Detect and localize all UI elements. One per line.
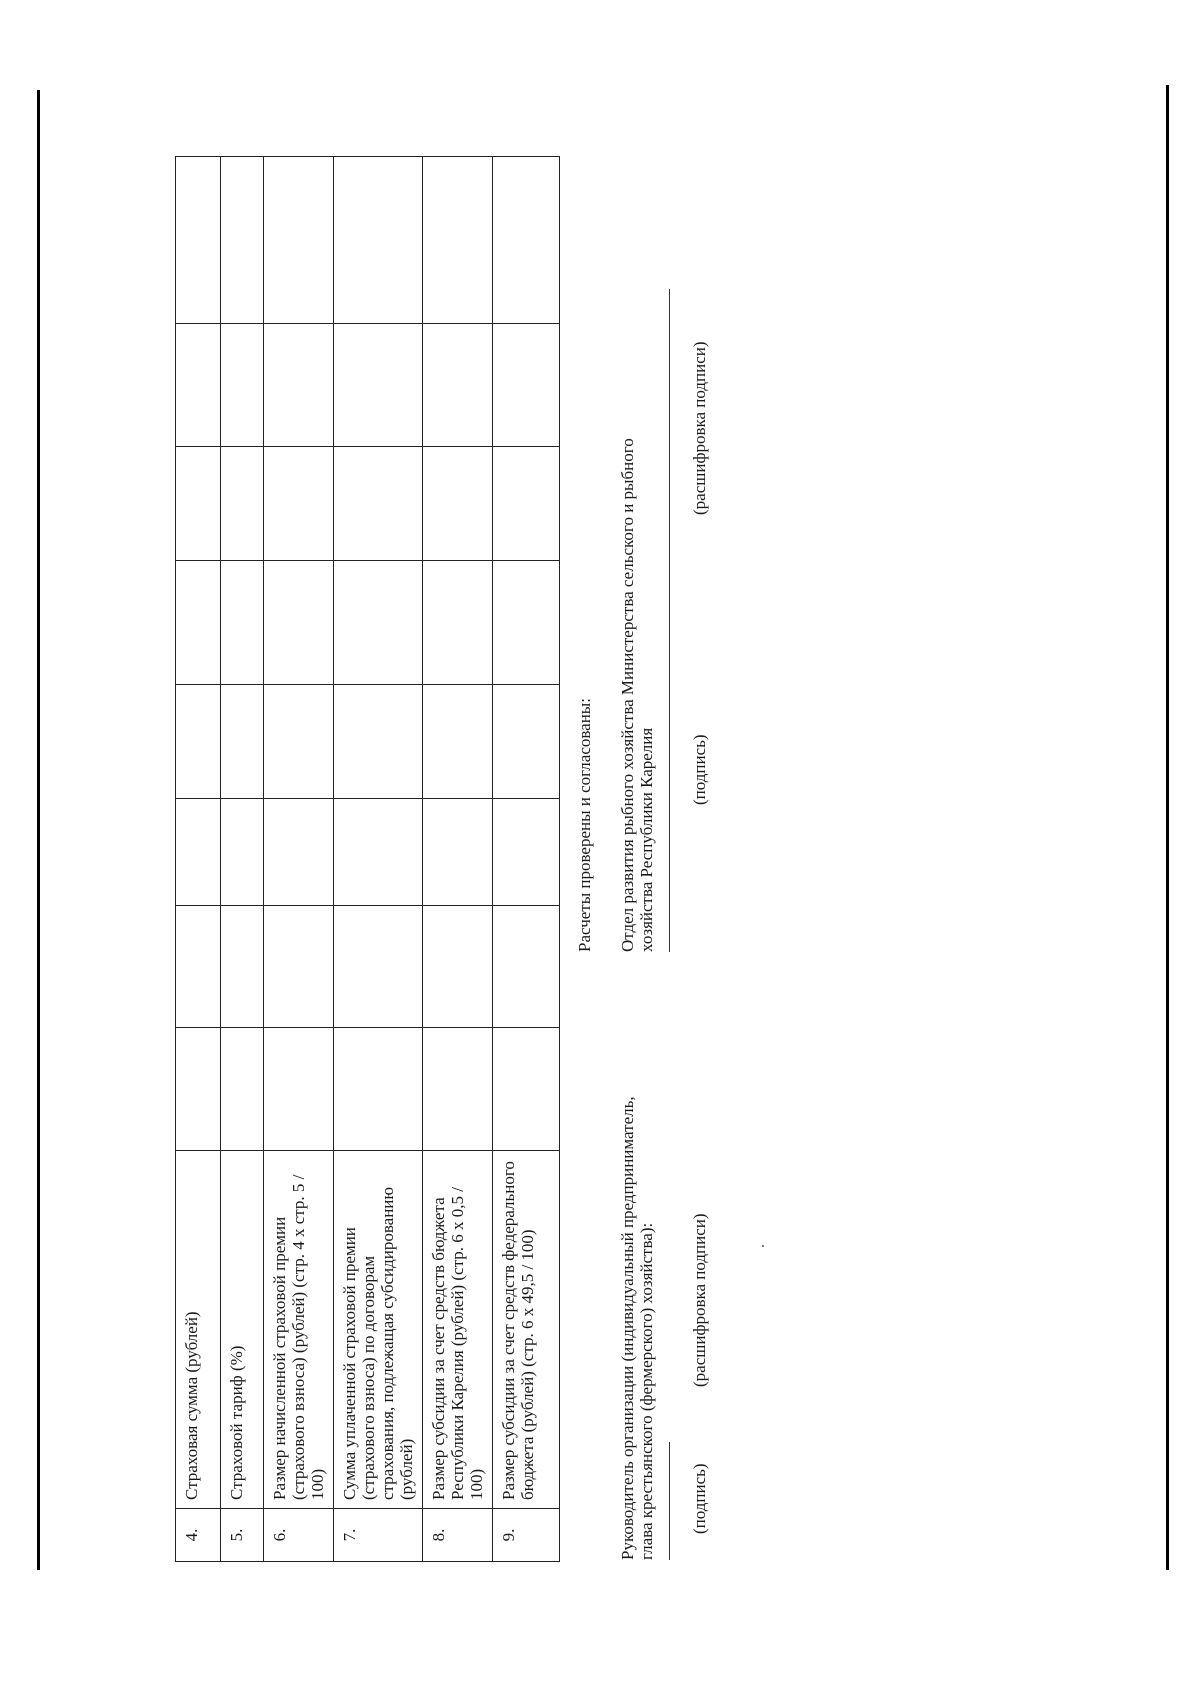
- head-title-line1: Руководитель организации (индивидуальный предприниматель,: [618, 1096, 637, 1560]
- department-decode-caption: (расшифровка подписи): [690, 341, 709, 515]
- table-row: [264, 157, 334, 1562]
- table-cell: [264, 799, 334, 906]
- table-row: [221, 157, 264, 1562]
- department-signature-caption: (подпись): [690, 734, 709, 805]
- table-cell: [176, 906, 221, 1028]
- table-cell: [221, 561, 264, 685]
- row-number: 4.: [176, 1509, 221, 1562]
- scan-speck: [762, 1245, 764, 1247]
- table-cell: [493, 1028, 560, 1151]
- table-cell: [176, 447, 221, 561]
- table-cell: [176, 799, 221, 906]
- department-signature-line: [669, 289, 670, 952]
- checked-title: Расчеты проверены и согласованы:: [575, 698, 594, 952]
- table-cell: [221, 157, 264, 324]
- department-line2: хозяйства Республики Карелия: [637, 727, 656, 952]
- table-cell: [493, 906, 560, 1028]
- table-cell: [423, 799, 493, 906]
- table-cell: [334, 1028, 423, 1151]
- table-row: [334, 157, 423, 1562]
- table-cell: [221, 906, 264, 1028]
- table-cell: [493, 324, 560, 447]
- department-line1: Отдел развития рыбного хозяйства Министерства сельского и рыбного: [618, 438, 637, 952]
- rotated-page: [0, 217, 1200, 1697]
- table-cell: [423, 561, 493, 685]
- table-cell: [334, 157, 423, 324]
- row-number: 7.: [334, 1509, 423, 1562]
- table-row: [493, 157, 560, 1562]
- table-cell: [176, 1028, 221, 1151]
- table-cell: [493, 561, 560, 685]
- table-cell: [334, 685, 423, 799]
- table-cell: [493, 799, 560, 906]
- subsidy-calculation-table: [175, 156, 560, 1562]
- table-cell: [176, 157, 221, 324]
- table-cell: [221, 799, 264, 906]
- row-label: Размер начисленной страховой премии (страхового взноса) (рублей) (стр. 4 х стр. 5 / 100): [264, 1151, 334, 1509]
- row-label: Размер субсидии за счет средств бюджета Республики Карелия (рублей) (стр. 6 х 0,5 / 100): [423, 1151, 493, 1509]
- table-row: [176, 157, 221, 1562]
- table-cell: [423, 906, 493, 1028]
- table-cell: [423, 157, 493, 324]
- table-cell: [176, 324, 221, 447]
- row-label: Страховой тариф (%): [221, 1151, 264, 1509]
- row-number: 9.: [493, 1509, 560, 1562]
- table-cell: [264, 324, 334, 447]
- table-cell: [423, 685, 493, 799]
- head-signature-caption: (подпись): [690, 1463, 709, 1534]
- row-label: Сумма уплаченной страховой премии (страхового взноса) по договорам страхования, подлежащая субсидированию (рублей): [334, 1151, 423, 1509]
- table-cell: [264, 447, 334, 561]
- table-cell: [423, 1028, 493, 1151]
- table-cell: [493, 157, 560, 324]
- table-cell: [221, 685, 264, 799]
- row-number: 6.: [264, 1509, 334, 1562]
- table-cell: [264, 685, 334, 799]
- row-number: 5.: [221, 1509, 264, 1562]
- row-label: Размер субсидии за счет средств федерального бюджета (рублей) (стр. 6 х 49,5 / 100): [493, 1151, 560, 1509]
- table-cell: [334, 906, 423, 1028]
- table-row: [423, 157, 493, 1562]
- row-label: Страховая сумма (рублей): [176, 1151, 221, 1509]
- table-cell: [493, 685, 560, 799]
- table-cell: [334, 447, 423, 561]
- table-cell: [264, 561, 334, 685]
- table-cell: [221, 447, 264, 561]
- table-cell: [423, 447, 493, 561]
- head-decode-caption: (расшифровка подписи): [690, 1213, 709, 1387]
- head-signature-line: [669, 1442, 670, 1560]
- table-cell: [264, 157, 334, 324]
- table-cell: [423, 324, 493, 447]
- head-title-line2: глава крестьянского (фермерского) хозяйства):: [637, 1222, 656, 1560]
- table-cell: [221, 324, 264, 447]
- table-cell: [264, 906, 334, 1028]
- table-cell: [334, 799, 423, 906]
- table-cell: [493, 447, 560, 561]
- row-number: 8.: [423, 1509, 493, 1562]
- table-cell: [334, 561, 423, 685]
- table-cell: [264, 1028, 334, 1151]
- table-cell: [176, 561, 221, 685]
- table-cell: [221, 1028, 264, 1151]
- table-cell: [334, 324, 423, 447]
- table-cell: [176, 685, 221, 799]
